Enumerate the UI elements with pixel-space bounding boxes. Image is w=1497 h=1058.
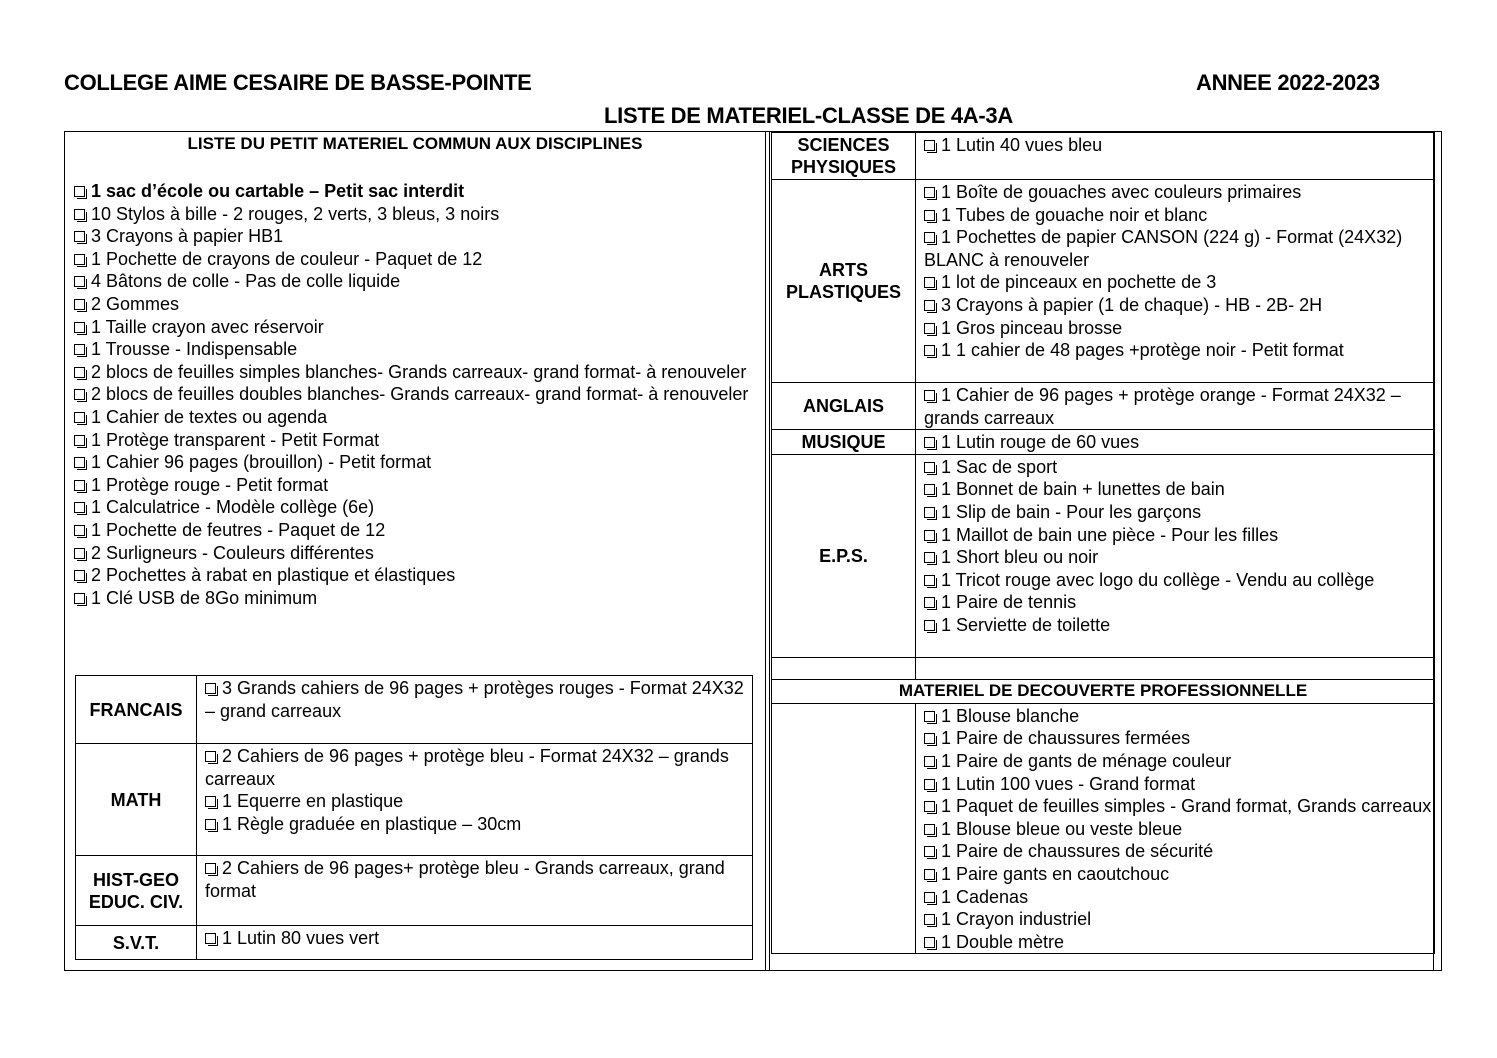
checkbox-icon	[205, 751, 216, 762]
item-text: 1 Tricot rouge avec logo du collège - Vendu au collège	[941, 569, 1375, 590]
subject-name: FRANCAIS	[76, 676, 197, 744]
item-text: 1 sac d’école ou cartable – Petit sac interdit	[91, 181, 465, 201]
item-text: 1 Calculatrice - Modèle collège (6e)	[91, 497, 375, 518]
checklist-item	[924, 818, 1434, 841]
checklist-item	[74, 225, 754, 248]
checklist-item	[74, 270, 754, 293]
item-text: 1 Pochettes de papier CANSON (224 g) - Format (24X32) BLANC à renouveler	[924, 227, 1403, 270]
subject-name: MATH	[76, 744, 197, 856]
checklist-item	[924, 614, 1434, 637]
checkbox-icon	[924, 711, 935, 722]
checklist-item	[924, 384, 1434, 429]
item-text: 1 Clé USB de 8Go minimum	[91, 587, 318, 608]
item-text: 1 Taille crayon avec réservoir	[91, 316, 324, 337]
item-text: 1 Slip de bain - Pour les garçons	[941, 501, 1202, 522]
checklist-item	[924, 524, 1434, 547]
checklist-item	[74, 406, 754, 429]
checklist-item	[205, 745, 752, 790]
checkbox-icon	[74, 593, 85, 604]
subject-name: SCIENCES PHYSIQUES	[772, 133, 916, 180]
item-text: 2 blocs de feuilles simples blanches- Grands carreaux- grand format- à renouveler	[91, 361, 747, 382]
checklist-item	[74, 383, 754, 406]
checkbox-icon	[205, 819, 216, 830]
checklist-item	[74, 429, 754, 452]
spacer-row	[772, 657, 1435, 679]
checkbox-icon	[74, 367, 85, 378]
checklist-item	[924, 181, 1434, 204]
subject-items	[197, 744, 753, 856]
checkbox-icon	[924, 869, 935, 880]
item-text: 1 Cahier 96 pages (brouillon) - Petit format	[91, 452, 432, 473]
item-text: 3 Crayons à papier HB1	[91, 226, 284, 247]
checkbox-icon	[74, 299, 85, 310]
subject-name: ANGLAIS	[772, 383, 916, 430]
subject-items	[916, 703, 1435, 954]
checkbox-icon	[924, 779, 935, 790]
item-text: 1 Pochette de feutres - Paquet de 12	[91, 519, 386, 540]
item-text: 1 Blouse bleue ou veste bleue	[941, 818, 1183, 839]
item-text: 1 Trousse - Indispensable	[91, 339, 298, 360]
checkbox-icon	[205, 933, 216, 944]
subject-row	[76, 856, 753, 926]
checkbox-icon	[924, 846, 935, 857]
item-text: 1 Bonnet de bain + lunettes de bain	[941, 479, 1225, 500]
checkbox-icon	[924, 914, 935, 925]
checklist-item	[924, 501, 1434, 524]
checkbox-icon	[74, 276, 85, 287]
checkbox-icon	[74, 525, 85, 536]
item-text: 1 1 cahier de 48 pages +protège noir - Petit format	[941, 340, 1344, 361]
subject-row	[76, 926, 753, 960]
checkbox-icon	[924, 140, 935, 151]
item-text: 1 Protège transparent - Petit Format	[91, 429, 380, 450]
subject-items	[916, 383, 1435, 430]
item-text: 1 Lutin 100 vues - Grand format	[941, 773, 1196, 794]
item-text: 1 Lutin 40 vues bleu	[941, 135, 1103, 155]
item-text: 1 Paire de chaussures de sécurité	[941, 841, 1214, 862]
checkbox-icon	[924, 733, 935, 744]
item-text: 1 Serviette de toilette	[941, 614, 1111, 635]
subject-items	[197, 676, 753, 744]
checklist-item	[74, 587, 754, 610]
item-text: 1 Gros pinceau brosse	[941, 317, 1123, 338]
subject-row	[772, 383, 1435, 430]
checklist-item	[924, 863, 1434, 886]
checkbox-icon	[924, 300, 935, 311]
checklist-item	[924, 226, 1434, 271]
list-title: LISTE DE MATERIEL-CLASSE DE 4A-3A	[604, 103, 1013, 128]
checklist-item	[205, 677, 752, 722]
checkbox-icon	[924, 390, 935, 401]
checklist-item	[924, 339, 1434, 362]
item-text: 1 Pochette de crayons de couleur - Paquet de 12	[91, 248, 483, 269]
checklist-item	[205, 857, 752, 902]
checkbox-icon	[924, 530, 935, 541]
item-text: 1 Paire gants en caoutchouc	[941, 863, 1170, 884]
subject-name: HIST-GEO EDUC. CIV.	[76, 856, 197, 926]
checklist-item	[205, 927, 752, 950]
checklist-item	[74, 451, 754, 474]
checklist-item	[924, 840, 1434, 863]
item-text: 1 Paire de chaussures fermées	[941, 728, 1191, 749]
item-text: 3 Crayons à papier (1 de chaque) - HB - 2B- 2H	[941, 294, 1323, 315]
checklist-item	[74, 316, 754, 339]
subject-items	[916, 180, 1435, 383]
item-text: 10 Stylos à bille - 2 rouges, 2 verts, 3 bleus, 3 noirs	[91, 203, 500, 224]
item-text: 1 Paire de gants de ménage couleur	[941, 750, 1232, 771]
item-text: 1 Cadenas	[941, 886, 1029, 907]
checklist-item	[924, 908, 1434, 931]
empty-cell	[916, 657, 1435, 679]
item-text: 2 blocs de feuilles doubles blanches- Grands carreaux- grand format- à renouveler	[91, 384, 749, 405]
subject-name: E.P.S.	[772, 454, 916, 657]
checklist-item	[924, 271, 1434, 294]
right-subjects-table	[771, 132, 1435, 954]
item-text: 1 Cahier de 96 pages + protège orange - Format 24X32 – grands carreaux	[924, 385, 1401, 428]
checkbox-icon	[74, 480, 85, 491]
checkbox-icon	[924, 575, 935, 586]
checkbox-icon	[924, 462, 935, 473]
subject-name: MUSIQUE	[772, 430, 916, 455]
checklist-item	[924, 294, 1434, 317]
subject-row	[772, 454, 1435, 657]
checkbox-icon	[205, 683, 216, 694]
item-text: 1 Paire de tennis	[941, 592, 1077, 613]
common-materials-list	[74, 180, 754, 609]
checklist-item	[924, 134, 1434, 157]
checkbox-icon	[924, 552, 935, 563]
checklist-item	[924, 795, 1434, 818]
item-text: 1 Lutin 80 vues vert	[222, 928, 380, 948]
checkbox-icon	[924, 210, 935, 221]
pro-materials-title: MATERIEL DE DECOUVERTE PROFESSIONNELLE	[772, 679, 1435, 703]
column-divider	[765, 132, 766, 970]
checklist-item	[924, 886, 1434, 909]
checkbox-icon	[924, 756, 935, 767]
subject-name: S.V.T.	[76, 926, 197, 960]
item-text: 2 Surligneurs - Couleurs différentes	[91, 542, 374, 563]
checkbox-icon	[924, 937, 935, 948]
item-text: 1 Equerre en plastique	[222, 791, 404, 812]
checklist-item	[74, 338, 754, 361]
item-text: 1 Règle graduée en plastique – 30cm	[222, 813, 522, 834]
checklist-item	[924, 705, 1434, 728]
checklist-item	[924, 204, 1434, 227]
item-text: 2 Gommes	[91, 293, 180, 314]
subject-items	[916, 430, 1435, 455]
checklist-item	[74, 180, 754, 203]
checkbox-icon	[924, 892, 935, 903]
checkbox-icon	[74, 231, 85, 242]
column-divider	[769, 132, 770, 970]
checkbox-icon	[74, 548, 85, 559]
materials-frame	[64, 131, 1442, 971]
checkbox-icon	[74, 389, 85, 400]
checklist-item	[924, 773, 1434, 796]
subject-row	[772, 180, 1435, 383]
checkbox-icon	[74, 570, 85, 581]
item-text: 4 Bâtons de colle - Pas de colle liquide	[91, 271, 401, 292]
checklist-item	[205, 813, 752, 836]
checkbox-icon	[924, 437, 935, 448]
subject-row	[76, 744, 753, 856]
subject-items	[197, 926, 753, 960]
checkbox-icon	[924, 277, 935, 288]
checkbox-icon	[924, 620, 935, 631]
item-text: 2 Pochettes à rabat en plastique et élastiques	[91, 565, 456, 586]
checkbox-icon	[74, 186, 85, 197]
item-text: 1 Blouse blanche	[941, 705, 1080, 726]
checkbox-icon	[74, 412, 85, 423]
checkbox-icon	[74, 254, 85, 265]
checklist-item	[74, 203, 754, 226]
item-text: 1 Boîte de gouaches avec couleurs primaires	[941, 182, 1302, 202]
checkbox-icon	[74, 502, 85, 513]
checklist-item	[924, 931, 1434, 954]
checklist-item	[74, 564, 754, 587]
checkbox-icon	[924, 801, 935, 812]
item-text: 1 Crayon industriel	[941, 909, 1092, 930]
checkbox-icon	[74, 209, 85, 220]
empty-cell	[772, 657, 916, 679]
checklist-item	[74, 519, 754, 542]
checkbox-icon	[924, 484, 935, 495]
checkbox-icon	[74, 322, 85, 333]
checkbox-icon	[74, 435, 85, 446]
checklist-item	[74, 542, 754, 565]
checklist-item	[924, 456, 1434, 479]
item-text: 1 Paquet de feuilles simples - Grand format, Grands carreaux	[941, 796, 1432, 817]
checklist-item	[74, 361, 754, 384]
checklist-item	[74, 474, 754, 497]
subject-items	[197, 856, 753, 926]
item-text: 1 Tubes de gouache noir et blanc	[941, 204, 1208, 225]
item-text: 2 Cahiers de 96 pages+ protège bleu - Grands carreaux, grand format	[205, 858, 725, 901]
checkbox-icon	[205, 863, 216, 874]
item-text: 1 Short bleu ou noir	[941, 547, 1099, 568]
checklist-item	[924, 750, 1434, 773]
checkbox-icon	[924, 323, 935, 334]
checklist-item	[924, 546, 1434, 569]
checkbox-icon	[205, 796, 216, 807]
checkbox-icon	[924, 824, 935, 835]
subject-items	[916, 133, 1435, 180]
checklist-item	[74, 293, 754, 316]
item-text: 1 Sac de sport	[941, 456, 1058, 477]
checkbox-icon	[924, 507, 935, 518]
subject-items	[916, 454, 1435, 657]
checkbox-icon	[924, 187, 935, 198]
checkbox-icon	[74, 457, 85, 468]
checkbox-icon	[924, 232, 935, 243]
checklist-item	[924, 591, 1434, 614]
subject-name: ARTS PLASTIQUES	[772, 180, 916, 383]
school-year: ANNEE 2022-2023	[1196, 70, 1380, 95]
checklist-item	[924, 431, 1434, 454]
subject-row	[772, 430, 1435, 455]
item-text: 1 Protège rouge - Petit format	[91, 474, 329, 495]
left-subjects-table	[75, 675, 753, 960]
checklist-item	[74, 496, 754, 519]
checklist-item	[205, 790, 752, 813]
empty-cell	[772, 703, 916, 954]
checklist-item	[924, 478, 1434, 501]
checkbox-icon	[924, 597, 935, 608]
checklist-item	[924, 317, 1434, 340]
item-text: 3 Grands cahiers de 96 pages + protèges rouges - Format 24X32 – grand carreaux	[205, 678, 744, 721]
item-text: 1 Lutin rouge de 60 vues	[941, 432, 1140, 453]
checklist-item	[924, 569, 1434, 592]
item-text: 1 lot de pinceaux en pochette de 3	[941, 272, 1217, 293]
subject-row	[76, 676, 753, 744]
subject-row	[772, 133, 1435, 180]
checklist-item	[924, 727, 1434, 750]
item-text: 2 Cahiers de 96 pages + protège bleu - Format 24X32 – grands carreaux	[205, 746, 729, 789]
subject-row	[772, 703, 1435, 954]
school-name: COLLEGE AIME CESAIRE DE BASSE-POINTE	[64, 70, 532, 95]
item-text: 1 Maillot de bain une pièce - Pour les filles	[941, 524, 1279, 545]
common-materials-title: LISTE DU PETIT MATERIEL COMMUN AUX DISCIPLINES	[187, 134, 643, 153]
item-text: 1 Cahier de textes ou agenda	[91, 406, 328, 427]
item-text: 1 Double mètre	[941, 931, 1065, 952]
checklist-item	[74, 248, 754, 271]
checkbox-icon	[74, 344, 85, 355]
pro-title-row	[772, 679, 1435, 703]
checkbox-icon	[924, 345, 935, 356]
